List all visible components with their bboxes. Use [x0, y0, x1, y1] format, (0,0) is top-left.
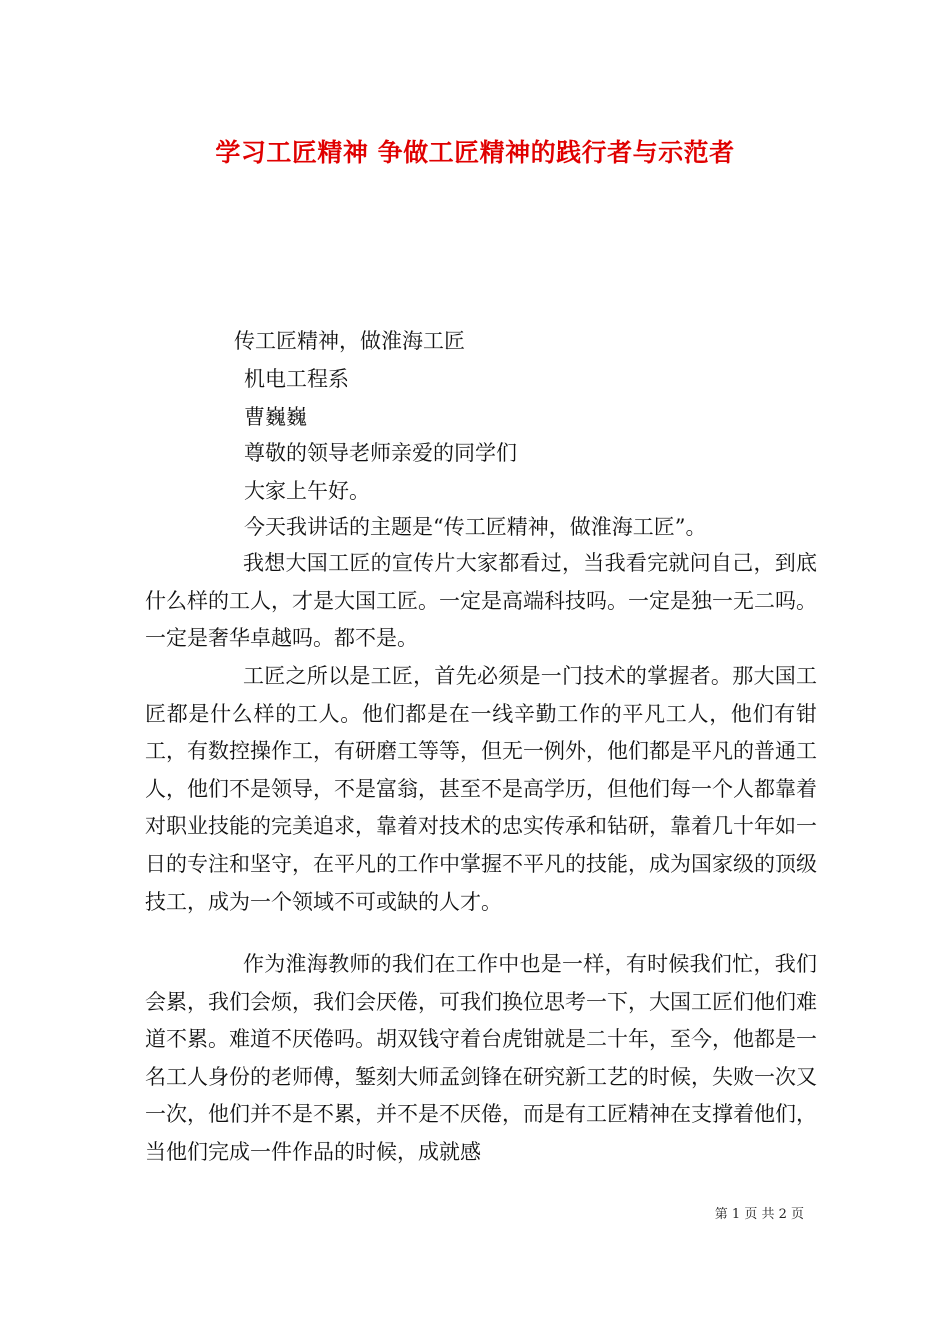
- author-line: 曹巍巍: [244, 405, 307, 429]
- page-indicator: 第 1 页 共 2 页: [714, 1207, 804, 1222]
- salutation-line: 尊敬的领导老师亲爱的同学们: [244, 441, 517, 465]
- body-paragraph-1: 我想大国工匠的宣传片大家都看过，当我看完就问自己，到底什么样的工人，才是大国工匠。一定是高端科技吗。一定是独一无二吗。一定是奢华卓越吗。都不是。: [145, 551, 817, 651]
- body-paragraph-2: 工匠之所以是工匠，首先必须是一门技术的掌握者。那大国工匠都是什么样的工人。他们都是在一线辛勤工作的平凡工人，他们有钳工，有数控操作工，有研磨工等等，但无一例外，他们都是平凡的普通工人，他们不是领导，不是富翁，甚至不是高学历，但他们每一个人都靠着对职业技能的完美追求，靠着对技术的忠实传承和钻研，靠着几十年如一日的专注和坚守，在平凡的工作中掌握不平凡的技能，成为国家级的顶级技工，成为一个领域不可或缺的人才。: [145, 664, 817, 914]
- department-line: 机电工程系: [244, 367, 349, 391]
- greeting-line: 大家上午好。: [244, 479, 370, 503]
- heading-line: 传工匠精神，做淮海工匠: [234, 329, 465, 353]
- body-paragraph-3: 作为淮海教师的我们在工作中也是一样，有时候我们忙，我们会累，我们会烦，我们会厌倦，可我们换位思考一下，大国工匠们他们难道不累。难道不厌倦吗。胡双钱守着台虎钳就是二十年，至今，他都是一名工人身份的老师傅，錾刻大师孟剑锋在研究新工艺的时候，失败一次又一次，他们并不是不累，并不是不厌倦，而是有工匠精神在支撑着他们，当他们完成一件作品的时候，成就感: [145, 952, 817, 1164]
- document-title: 学习工匠精神 争做工匠精神的践行者与示范者: [215, 138, 735, 167]
- topic-line: 今天我讲话的主题是“传工匠精神，做淮海工匠”。: [244, 515, 707, 539]
